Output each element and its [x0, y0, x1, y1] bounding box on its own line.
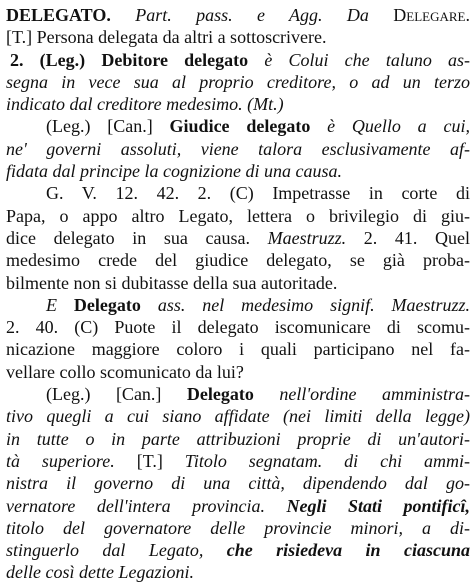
text-segment: Part. pass. e Agg. Da — [135, 5, 394, 25]
text-segment: Delegato — [73, 294, 141, 315]
text-line — [6, 472, 470, 494]
text-segment: titolo del governatore delle provincie minori, a di- — [6, 517, 470, 538]
text-line — [6, 26, 470, 48]
text-line — [6, 539, 470, 561]
text-line — [6, 272, 470, 294]
text-segment: delle così dette Legazioni. — [6, 562, 194, 583]
text-line — [6, 361, 470, 383]
text-segment: segna in vece sua al proprio creditore, o ad un terzo — [6, 71, 470, 92]
text-segment: 2. 41. Quel — [346, 227, 470, 248]
text-segment: che risiedeva in ciascuna — [226, 540, 470, 561]
text-segment: Delegare. — [393, 5, 470, 25]
text-line — [6, 205, 470, 227]
text-line — [6, 450, 470, 472]
text-segment: Papa, o appo altro Legato, lettera o brivilegio di giu- — [6, 205, 470, 226]
text-segment: ne' governi assoluti, viene talora esclusivamente af- — [6, 138, 470, 159]
text-segment: è Colui che taluno as- — [248, 49, 470, 70]
text-segment: nistra il governo di una città, dipendendo dal go- — [6, 473, 470, 494]
text-segment: ass. nel medesimo signif. Maestruzz. — [140, 294, 470, 315]
text-line — [6, 138, 470, 160]
text-segment: Titolo segnatam. di chi ammi- — [184, 450, 470, 471]
text-segment: Maestruzz. — [267, 227, 347, 248]
text-segment: 2. 40. (C) Puote il delegato iscomunicare di scomu- — [6, 317, 470, 338]
text-segment: 2. (Leg.) — [10, 49, 102, 70]
text-line — [6, 316, 470, 338]
text-segment: [T.] Persona delegata da altri a sottoscrivere. — [6, 27, 327, 48]
text-segment: (Leg.) [Can.] — [46, 384, 187, 405]
text-segment: vellare collo scomunicato da lui? — [6, 361, 244, 382]
text-line — [6, 4, 470, 26]
text-line — [6, 428, 470, 450]
text-line — [6, 249, 470, 271]
text-segment: tà superiore. — [6, 450, 137, 471]
text-segment: fidata dal principe la cognizione di una causa. — [6, 161, 342, 182]
text-segment: tivo quegli a cui siano affidate (nei limiti della legge) — [6, 406, 470, 427]
text-line — [6, 383, 470, 405]
text-segment: nicazione maggiore coloro i quali participano nel fa- — [6, 339, 470, 360]
text-segment — [111, 5, 135, 25]
text-line — [6, 115, 470, 137]
text-segment: Negli Stati pontificî, — [286, 495, 470, 516]
text-line — [6, 294, 470, 316]
text-segment: in tutte o in parte attribuzioni proprie di un'autori- — [6, 428, 470, 449]
text-segment: nell'ordine amministra- — [253, 384, 470, 405]
text-line — [6, 93, 470, 115]
text-segment: E — [46, 294, 74, 315]
text-segment: DELEGATO. — [6, 5, 111, 25]
text-line — [6, 49, 470, 71]
text-segment: bilmente non si dubitasse della sua autoritade. — [6, 272, 338, 293]
text-segment: [T.] — [136, 450, 185, 471]
text-line — [6, 182, 470, 204]
text-segment: (Leg.) [Can.] — [46, 116, 170, 137]
text-segment: dice delegato in sua causa. — [6, 227, 268, 248]
text-line — [6, 495, 470, 517]
text-line — [6, 517, 470, 539]
text-segment: stinguerlo dal Legato, — [6, 540, 227, 561]
text-segment: Delegato — [186, 384, 254, 405]
text-segment: è Quello a cui, — [310, 116, 470, 137]
text-segment: Debitore delegato — [101, 49, 249, 70]
text-segment: vernatore dell'intera provincia. — [6, 495, 287, 516]
text-line — [6, 405, 470, 427]
text-line — [6, 71, 470, 93]
text-segment: Giudice delegato — [169, 116, 311, 137]
text-line — [6, 561, 470, 583]
text-line — [6, 227, 470, 249]
text-line — [6, 160, 470, 182]
text-line — [6, 338, 470, 360]
text-segment: medesimo crede del giudice delegato, se già proba- — [6, 250, 470, 271]
text-segment: indicato dal creditore medesimo. (Mt.) — [6, 94, 284, 115]
text-segment: G. V. 12. 42. 2. (C) Impetrasse in corte di — [46, 183, 470, 204]
